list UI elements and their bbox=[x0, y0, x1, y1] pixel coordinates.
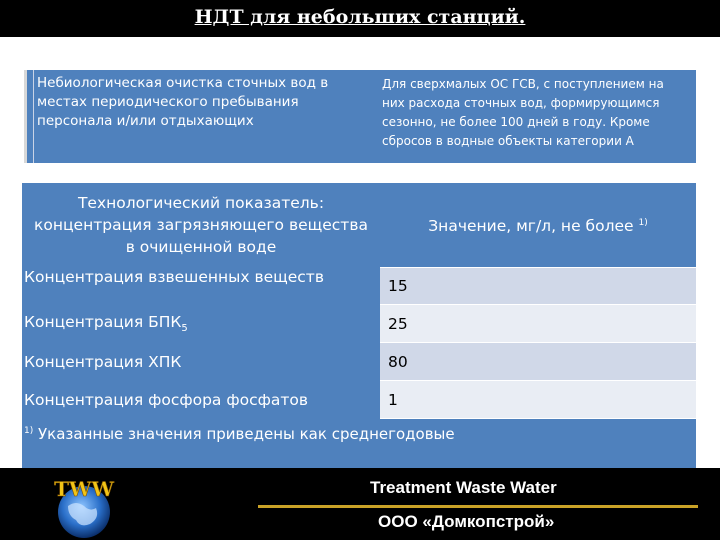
header-indicator-cell bbox=[22, 183, 380, 268]
globe-logo bbox=[38, 476, 128, 538]
footnote-ref: 1) bbox=[638, 218, 648, 229]
footnote-cell bbox=[22, 419, 696, 476]
logo-text: TWW bbox=[54, 477, 114, 501]
row-label: Концентрация фосфора фосфатов bbox=[22, 381, 380, 419]
table-header-row bbox=[22, 183, 696, 268]
header-line: концентрация загрязняющего вещества bbox=[34, 216, 368, 235]
left-box-line: Небиологическая очистка сточных вод в bbox=[37, 75, 329, 91]
right-box-line: сбросов в водные объекты категории А bbox=[382, 134, 634, 148]
right-box-line: них расхода сточных вод, формирующимся bbox=[382, 96, 660, 110]
table-footnote-row bbox=[22, 419, 696, 476]
row-label: Концентрация $БПК_5$ bbox=[22, 305, 380, 343]
footnote-text: Указанные значения приведены как среднегодовые bbox=[38, 425, 455, 443]
row-label: Концентрация ХПК bbox=[22, 343, 380, 381]
left-box-divider bbox=[33, 70, 34, 163]
row-value: 25 bbox=[380, 305, 696, 343]
header-line: в очищенной воде bbox=[125, 238, 277, 257]
table-row bbox=[22, 305, 696, 343]
footnote-mark: 1) bbox=[24, 426, 34, 436]
slide-title: НДТ для небольших станций. bbox=[194, 6, 526, 28]
gold-divider bbox=[258, 505, 698, 508]
left-info-box bbox=[24, 70, 377, 163]
header-value-label: Значение, мг/л, не более bbox=[428, 217, 634, 236]
row-value: 15 bbox=[380, 268, 696, 305]
header-line: Технологический показатель: bbox=[77, 194, 325, 213]
indicators-table bbox=[22, 183, 696, 475]
left-box-text bbox=[37, 74, 328, 131]
right-box-line: сезонно, не более 100 дней в году. Кроме bbox=[382, 115, 650, 129]
table-row bbox=[22, 381, 696, 419]
row-label: Концентрация взвешенных веществ bbox=[22, 268, 380, 305]
title-bar bbox=[0, 0, 720, 37]
company-name: ООО «Домкопстрой» bbox=[378, 512, 555, 531]
header-value-cell bbox=[380, 183, 696, 268]
left-box-line: персонала и/или отдыхающих bbox=[37, 113, 254, 129]
right-box-text bbox=[382, 75, 664, 151]
right-box-line: Для сверхмалых ОС ГСВ, с поступлением на bbox=[382, 77, 664, 91]
table-row bbox=[22, 343, 696, 381]
brand-name: Treatment Waste Water bbox=[370, 478, 557, 497]
left-box-line: местах периодического пребывания bbox=[37, 94, 299, 110]
table-row bbox=[22, 268, 696, 305]
subscript: 5 bbox=[181, 323, 188, 335]
row-value: 80 bbox=[380, 343, 696, 381]
row-value: 1 bbox=[380, 381, 696, 419]
right-info-box bbox=[374, 70, 696, 163]
